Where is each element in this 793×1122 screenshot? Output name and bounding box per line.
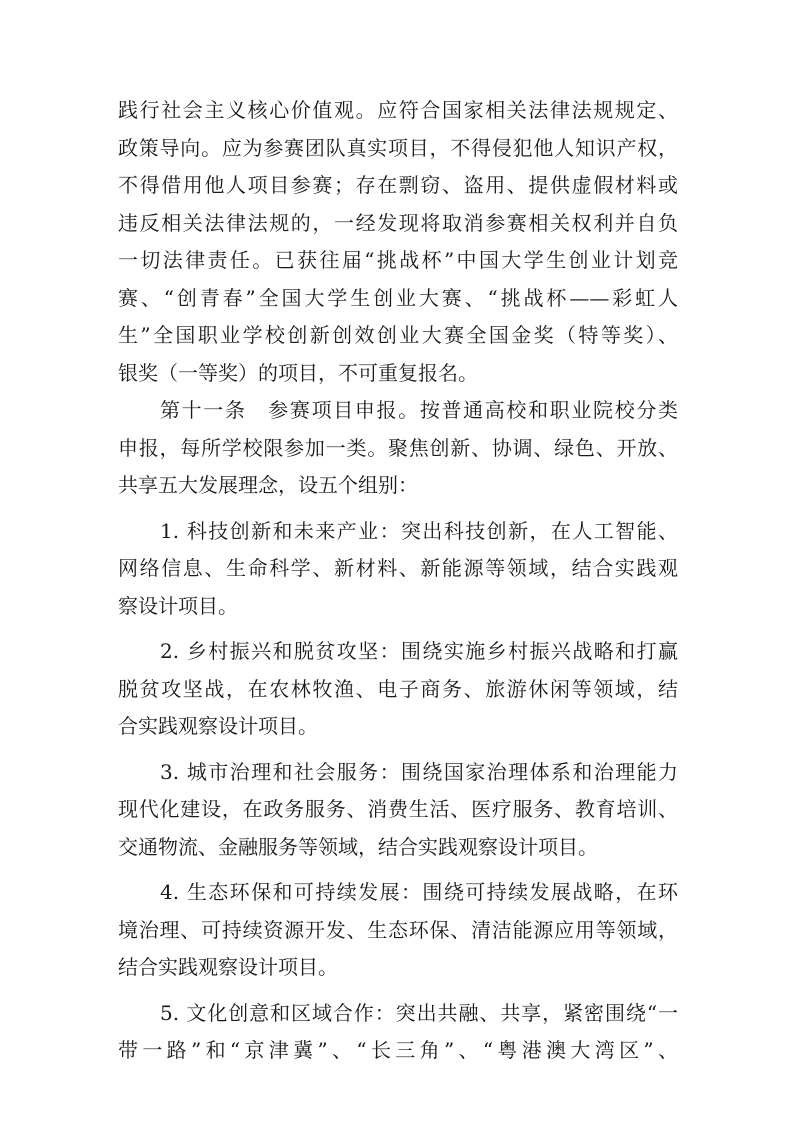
text-line: 交通物流、金融服务等领域，结合实践观察设计项目。 xyxy=(118,834,598,859)
text-line: 生”全国职业学校创新创效创业大赛全国金奖（特等奖）、 xyxy=(118,323,678,347)
text-line: 违反相关法律法规的，一经发现将取消参赛相关权利并自负 xyxy=(118,210,678,235)
article-heading-line: 第十一条 参赛项目申报。按普通高校和职业院校分类 xyxy=(160,398,678,422)
text-line: 银奖（一等奖）的项目，不可重复报名。 xyxy=(118,360,478,385)
list-item-5-line: 5. 文化创意和区域合作：突出共融、共享，紧密围绕“一 xyxy=(160,1000,678,1025)
text-line: 现代化建设，在政务服务、消费生活、医疗服务、教育培训、 xyxy=(118,797,678,821)
list-item-4-line: 4. 生态环保和可持续发展：围绕可持续发展战略，在环 xyxy=(160,880,678,904)
text-line: 网络信息、生命科学、新材料、新能源等领域，结合实践观 xyxy=(118,556,678,580)
text-line: 申报，每所学校限参加一类。聚焦创新、协调、绿色、开放、 xyxy=(118,435,678,460)
text-line: 一切法律责任。已获往届“挑战杯”中国大学生创业计划竞 xyxy=(118,248,678,272)
text-line: 带一路”和“京津冀”、“长三角”、“粤港澳大湾区”、 xyxy=(118,1038,678,1062)
text-line: 察设计项目。 xyxy=(118,593,238,618)
document-body xyxy=(118,92,678,1070)
text-line: 合实践观察设计项目。 xyxy=(118,714,318,738)
list-item-3-line: 3. 城市治理和社会服务：围绕国家治理体系和治理能力 xyxy=(160,759,678,784)
text-line: 赛、“创青春”全国大学生创业大赛、“挑战杯——彩虹人 xyxy=(118,285,678,310)
text-line: 政策导向。应为参赛团队真实项目，不得侵犯他人知识产权， xyxy=(118,135,678,160)
text-line: 结合实践观察设计项目。 xyxy=(118,955,338,979)
text-line: 脱贫攻坚战，在农林牧渔、电子商务、旅游休闲等领域，结 xyxy=(118,676,678,701)
list-item-1-line: 1. 科技创新和未来产业：突出科技创新，在人工智能、 xyxy=(160,518,678,543)
text-line: 境治理、可持续资源开发、生态环保、清洁能源应用等领域， xyxy=(118,917,678,942)
text-line: 不得借用他人项目参赛；存在剽窃、盗用、提供虚假材料或 xyxy=(118,173,678,197)
list-item-2-line: 2. 乡村振兴和脱贫攻坚：围绕实施乡村振兴战略和打赢 xyxy=(160,639,678,663)
text-line: 共享五大发展理念，设五个组别： xyxy=(118,473,418,497)
text-line: 践行社会主义核心价值观。应符合国家相关法律法规规定、 xyxy=(118,98,678,122)
